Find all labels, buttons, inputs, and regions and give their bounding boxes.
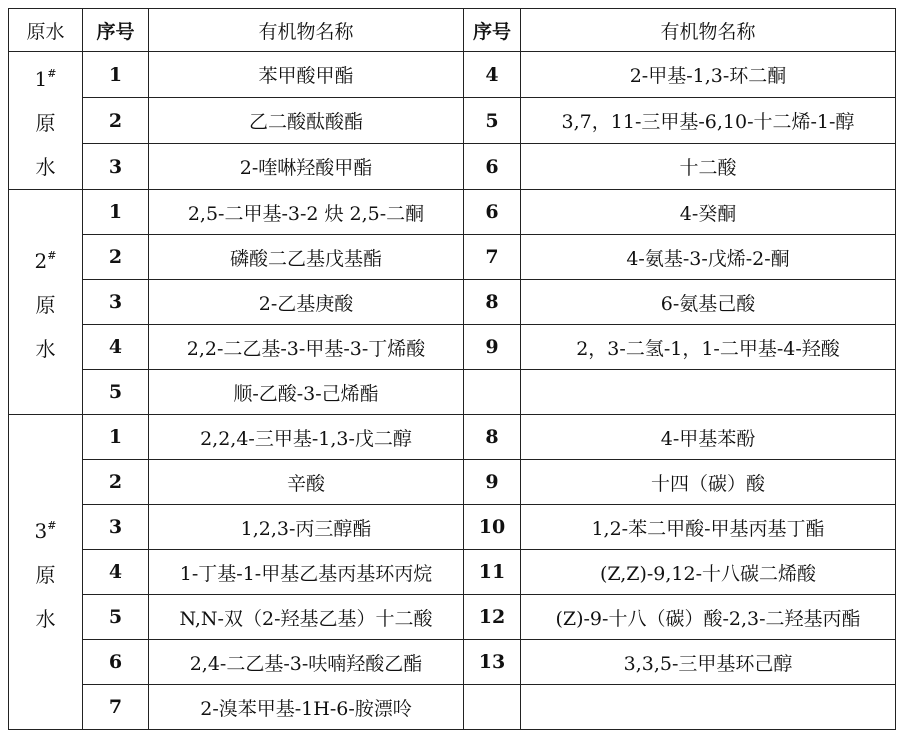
- source-water-number: [9, 234, 82, 283]
- seq-right-cell: 6: [464, 144, 521, 190]
- group-number-mark: #: [47, 67, 57, 80]
- seq-right-cell: 6: [464, 190, 521, 235]
- name-right-cell: 4-甲基苯酚: [521, 415, 896, 460]
- table-row: [9, 144, 896, 190]
- seq-right-cell: 7: [464, 235, 521, 280]
- table-row: [9, 550, 896, 595]
- seq-right-cell: 5: [464, 98, 521, 144]
- table-row: [9, 325, 896, 370]
- header-seq-left: 序号: [83, 9, 149, 52]
- name-left-cell: 顺-乙酸-3-己烯酯: [149, 370, 464, 415]
- name-right-cell: (Z)-9-十八（碳）酸-2,3-二羟基丙酯: [521, 595, 896, 640]
- table-row: [9, 640, 896, 685]
- seq-left-cell: 7: [83, 685, 149, 730]
- source-water-label: [9, 190, 83, 415]
- seq-left-cell: 1: [83, 190, 149, 235]
- seq-left-cell: 3: [83, 505, 149, 550]
- seq-left-cell: 4: [83, 550, 149, 595]
- name-right-cell: 4-氨基-3-戊烯-2-酮: [521, 235, 896, 280]
- group-number: 3: [34, 518, 48, 543]
- group-label-line: 水: [35, 336, 56, 361]
- name-left-cell: 2-溴苯甲基-1H-6-胺漂呤: [149, 685, 464, 730]
- source-water-label: [9, 52, 83, 190]
- table-row: [9, 595, 896, 640]
- name-right-cell: 十二酸: [521, 144, 896, 190]
- name-right-cell: [521, 370, 896, 415]
- table-row: [9, 415, 896, 460]
- seq-left-cell: 2: [83, 235, 149, 280]
- seq-right-cell: 13: [464, 640, 521, 685]
- name-left-cell: 乙二酸酞酸酯: [149, 98, 464, 144]
- seq-right-cell: 9: [464, 325, 521, 370]
- seq-right-cell: 10: [464, 505, 521, 550]
- source-water-number: [9, 52, 82, 101]
- name-left-cell: 1,2,3-丙三醇酯: [149, 505, 464, 550]
- seq-left-cell: 6: [83, 640, 149, 685]
- group-label-line: 原: [35, 292, 56, 317]
- group-label-line: 水: [35, 155, 56, 179]
- seq-left-cell: 1: [83, 52, 149, 98]
- source-water-label: [9, 415, 83, 730]
- name-left-cell: N,N-双（2-羟基乙基）十二酸: [149, 595, 464, 640]
- name-left-cell: 辛酸: [149, 460, 464, 505]
- group-number: 2: [34, 248, 48, 273]
- seq-right-cell: 4: [464, 52, 521, 98]
- table-body: [9, 52, 896, 730]
- group-number-mark: #: [47, 518, 57, 532]
- table-row: [9, 505, 896, 550]
- table-row: [9, 460, 896, 505]
- name-right-cell: 2-甲基-1,3-环二酮: [521, 52, 896, 98]
- name-right-cell: 3,7，11-三甲基-6,10-十二烯-1-醇: [521, 98, 896, 144]
- seq-right-cell: 9: [464, 460, 521, 505]
- name-left-cell: 1-丁基-1-甲基乙基丙基环丙烷: [149, 550, 464, 595]
- name-right-cell: 3,3,5-三甲基环己醇: [521, 640, 896, 685]
- name-right-cell: (Z,Z)-9,12-十八碳二烯酸: [521, 550, 896, 595]
- header-row: [9, 9, 896, 52]
- seq-right-cell: [464, 685, 521, 730]
- seq-right-cell: 12: [464, 595, 521, 640]
- seq-left-cell: 3: [83, 280, 149, 325]
- seq-right-cell: 8: [464, 280, 521, 325]
- name-right-cell: 2，3-二氢-1，1-二甲基-4-羟酸: [521, 325, 896, 370]
- table-row: [9, 52, 896, 98]
- seq-left-cell: 5: [83, 370, 149, 415]
- name-right-cell: [521, 685, 896, 730]
- group-label-line: 水: [35, 606, 56, 631]
- seq-left-cell: 4: [83, 325, 149, 370]
- seq-left-cell: 1: [83, 415, 149, 460]
- group-label-line: 原: [35, 111, 56, 135]
- seq-left-cell: 2: [83, 460, 149, 505]
- name-right-cell: 1,2-苯二甲酸-甲基丙基丁酯: [521, 505, 896, 550]
- seq-left-cell: 2: [83, 98, 149, 144]
- table-row: [9, 98, 896, 144]
- header-name-right: 有机物名称: [521, 9, 896, 52]
- seq-right-cell: 8: [464, 415, 521, 460]
- name-left-cell: 苯甲酸甲酯: [149, 52, 464, 98]
- table-row: [9, 190, 896, 235]
- table-row: [9, 280, 896, 325]
- table-row: [9, 370, 896, 415]
- name-right-cell: 4-癸酮: [521, 190, 896, 235]
- name-left-cell: 2-乙基庚酸: [149, 280, 464, 325]
- header-seq-right: 序号: [464, 9, 521, 52]
- group-number-mark: #: [47, 248, 57, 262]
- name-right-cell: 6-氨基己酸: [521, 280, 896, 325]
- seq-right-cell: 11: [464, 550, 521, 595]
- group-label-line: 原: [35, 562, 56, 587]
- seq-left-cell: 3: [83, 144, 149, 190]
- table-row: [9, 235, 896, 280]
- name-left-cell: 2,2-二乙基-3-甲基-3-丁烯酸: [149, 325, 464, 370]
- header-name-left: 有机物名称: [149, 9, 464, 52]
- seq-right-cell: [464, 370, 521, 415]
- name-left-cell: 2,5-二甲基-3-2 炔 2,5-二酮: [149, 190, 464, 235]
- table-row: [9, 685, 896, 730]
- seq-left-cell: 5: [83, 595, 149, 640]
- header-source: 原水: [9, 9, 83, 52]
- source-water-number: [9, 504, 82, 553]
- organics-table: [8, 8, 896, 730]
- name-left-cell: 2,4-二乙基-3-呋喃羟酸乙酯: [149, 640, 464, 685]
- name-left-cell: 2,2,4-三甲基-1,3-戊二醇: [149, 415, 464, 460]
- name-left-cell: 2-喹啉羟酸甲酯: [149, 144, 464, 190]
- name-left-cell: 磷酸二乙基戊基酯: [149, 235, 464, 280]
- group-number: 1: [34, 67, 48, 91]
- name-right-cell: 十四（碳）酸: [521, 460, 896, 505]
